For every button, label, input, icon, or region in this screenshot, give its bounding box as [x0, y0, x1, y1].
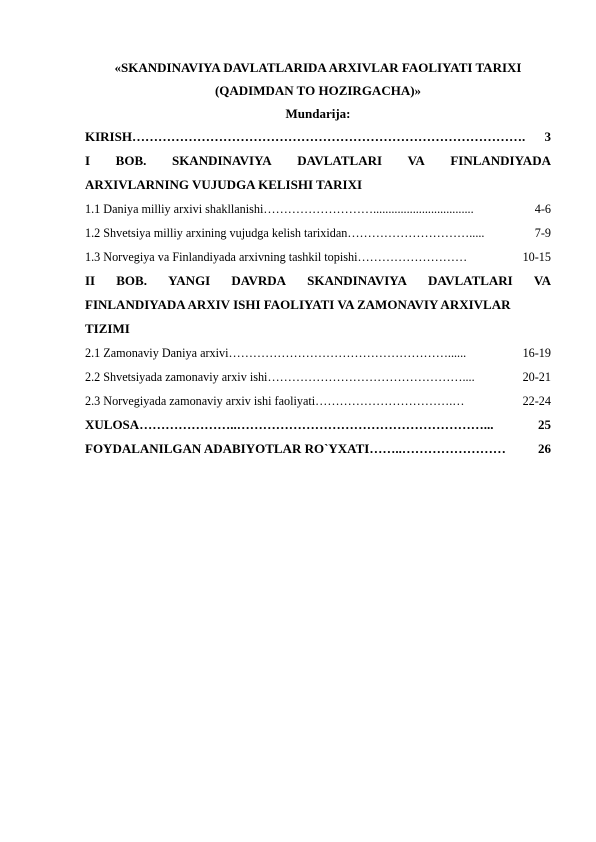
toc-leader-dots: ……………………….................................	[263, 202, 474, 216]
chapter-word: DAVLATLARI	[427, 273, 513, 288]
chapter-word: VA	[533, 273, 551, 288]
toc-leader-dots: ………………………….....	[347, 226, 485, 240]
toc-page-number: 20-21	[522, 370, 551, 384]
toc-entry-2-1[interactable]	[85, 343, 551, 363]
toc-page-number: 10-15	[522, 250, 551, 264]
toc-entry-label: 2.1 Zamonaviy Daniya arxivi	[85, 346, 229, 360]
toc-entry-label: FOYDALANILGAN ADABIYOTLAR RO`YXATI	[85, 441, 370, 456]
toc-leader-dots: ………………………………………………......	[228, 346, 467, 360]
toc-entry-label: 2.2 Shvetsiyada zamonaviy arxiv ishi	[85, 370, 268, 384]
toc-entry-conclusion[interactable]	[85, 415, 551, 435]
toc-entry-2-2[interactable]	[85, 367, 551, 387]
toc-chapter-2-line-3[interactable]: TIZIMI	[85, 321, 130, 336]
toc-entry-1-1[interactable]	[85, 199, 551, 219]
toc-page-number: 3	[544, 129, 551, 144]
toc-chapter-1-line-2[interactable]: ARXIVLARNING VUJUDGA KELISHI TARIXI	[85, 177, 363, 192]
toc-entry-intro[interactable]	[85, 127, 551, 147]
toc-entry-2-3[interactable]	[85, 391, 551, 411]
toc-entry-label: 1.1 Daniya milliy arxivi shakllanishi	[85, 202, 264, 216]
toc-leader-dots: ……..……………………	[369, 441, 506, 456]
toc-page-number: 25	[538, 417, 551, 432]
chapter-word: DAVRDA	[231, 273, 287, 288]
chapter-word: SKANDINAVIYA	[307, 273, 407, 288]
toc-page-number: 16-19	[522, 346, 551, 360]
toc-leader-dots: ………………………	[357, 250, 468, 264]
chapter-word: DAVLATLARI	[297, 153, 383, 168]
chapter-word: YANGI	[168, 273, 211, 288]
toc-leader-dots: …………………………………………....	[267, 370, 475, 384]
toc-chapter-2-line-2[interactable]: FINLANDIYADA ARXIV ISHI FAOLIYATI VA ZAMONAVIY ARXIVLAR	[85, 297, 511, 312]
toc-leader-dots: …………………..…………………………………………………...	[139, 417, 494, 432]
chapter-word: SKANDINAVIYA	[171, 153, 272, 168]
toc-page-number: 4-6	[534, 202, 551, 216]
chapter-word: FINLANDIYADA	[450, 153, 551, 168]
toc-leader-dots: ……………………………………………………………………………….	[131, 129, 526, 144]
toc-page-number: 22-24	[522, 394, 551, 408]
chapter-word: BOB.	[116, 273, 147, 288]
toc-page-number: 7-9	[534, 226, 551, 240]
chapter-word: BOB.	[115, 153, 147, 168]
toc-chapter-1-line-1[interactable]	[85, 151, 551, 171]
toc-entry-label: XULOSA	[85, 417, 140, 432]
toc-entry-references[interactable]	[85, 439, 551, 459]
toc-entry-label: 1.3 Norvegiya va Finlandiyada arxivning tashkil topishi	[85, 250, 358, 264]
document-title-line-1: «SKANDINAVIYA DAVLATLARIDA ARXIVLAR FAOLIYATI TARIXI	[114, 60, 522, 75]
toc-entry-1-2[interactable]	[85, 223, 551, 243]
toc-entry-label: 1.2 Shvetsiya milliy arxining vujudga kelish tarixidan	[85, 226, 348, 240]
toc-entry-label: 2.3 Norvegiyada zamonaviy arxiv ishi faoliyati	[85, 394, 316, 408]
chapter-word: VA	[407, 153, 425, 168]
contents-heading: Mundarija:	[285, 106, 351, 121]
toc-entry-1-3[interactable]	[85, 247, 551, 267]
toc-page-number: 26	[538, 441, 551, 456]
chapter-word: II	[85, 273, 96, 288]
toc-chapter-2-line-1[interactable]	[85, 271, 551, 291]
chapter-word: I	[85, 153, 91, 168]
document-title-line-2: (QADIMDAN TO HOZIRGACHA)»	[214, 83, 422, 98]
toc-leader-dots: …………………………….…	[315, 394, 465, 408]
toc-entry-label: KIRISH	[85, 129, 132, 144]
